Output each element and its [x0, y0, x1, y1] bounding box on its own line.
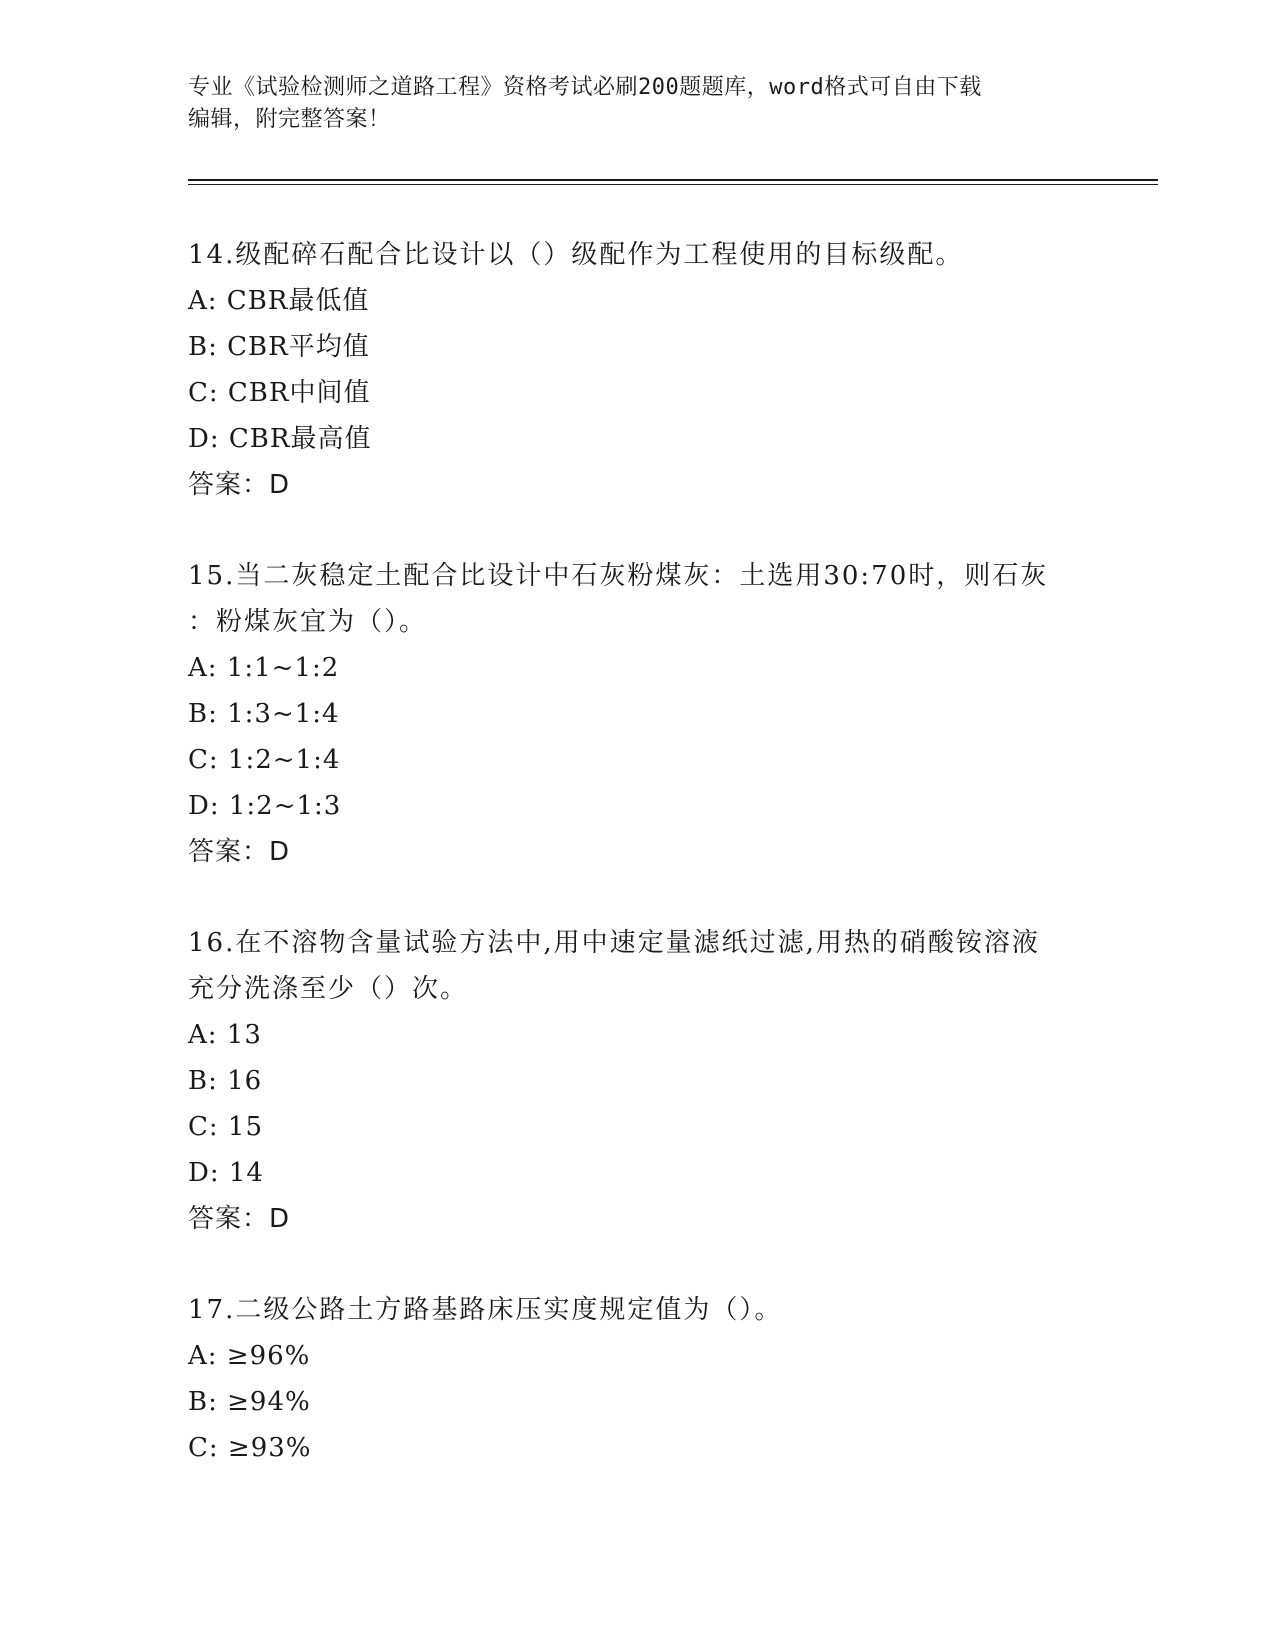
option-a: A: 1:1~1:2 [188, 653, 340, 683]
question-15 [188, 553, 1088, 875]
question-text-continued: ：粉煤灰宜为（）。 [188, 607, 428, 637]
option-c: C: 15 [188, 1112, 264, 1142]
header-divider-thin [188, 184, 1158, 185]
header-divider-thick [188, 179, 1158, 181]
option-d: D: 14 [188, 1158, 264, 1188]
answer-label: 答案：D [188, 470, 291, 500]
option-b: B: 16 [188, 1066, 263, 1096]
question-list [188, 232, 1088, 1516]
option-c: C: CBR中间值 [188, 378, 371, 408]
option-a: A: ≥96% [188, 1341, 311, 1371]
option-c: C: 1:2~1:4 [188, 745, 341, 775]
option-b: B: CBR平均值 [188, 332, 370, 362]
question-text-continued: 充分洗涤至少（）次。 [188, 974, 469, 1004]
header-line-2: 编辑，附完整答案！ [188, 107, 391, 132]
question-14 [188, 232, 1088, 508]
option-c: C: ≥93% [188, 1433, 312, 1463]
option-a: A: 13 [188, 1020, 262, 1050]
option-a: A: CBR最低值 [188, 286, 370, 316]
answer-label: 答案：D [188, 1204, 291, 1234]
answer-label: 答案：D [188, 837, 291, 867]
question-17 [188, 1287, 1088, 1471]
option-b: B: ≥94% [188, 1387, 311, 1417]
option-d: D: 1:2~1:3 [188, 791, 342, 821]
question-text: 17.二级公路土方路基路床压实度规定值为（）。 [188, 1295, 783, 1325]
question-text: 15.当二灰稳定土配合比设计中石灰粉煤灰：土选用30:70时，则石灰 [188, 561, 1049, 591]
question-16 [188, 920, 1088, 1242]
question-text: 14.级配碎石配合比设计以（）级配作为工程使用的目标级配。 [188, 240, 964, 270]
header-line-1: 专业《试验检测师之道路工程》资格考试必刷200题题库，word格式可自由下载 [188, 75, 982, 100]
option-d: D: CBR最高值 [188, 424, 372, 454]
document-header [188, 72, 1088, 136]
option-b: B: 1:3~1:4 [188, 699, 340, 729]
question-text: 16.在不溶物含量试验方法中,用中速定量滤纸过滤,用热的硝酸铵溶液 [188, 928, 1040, 958]
